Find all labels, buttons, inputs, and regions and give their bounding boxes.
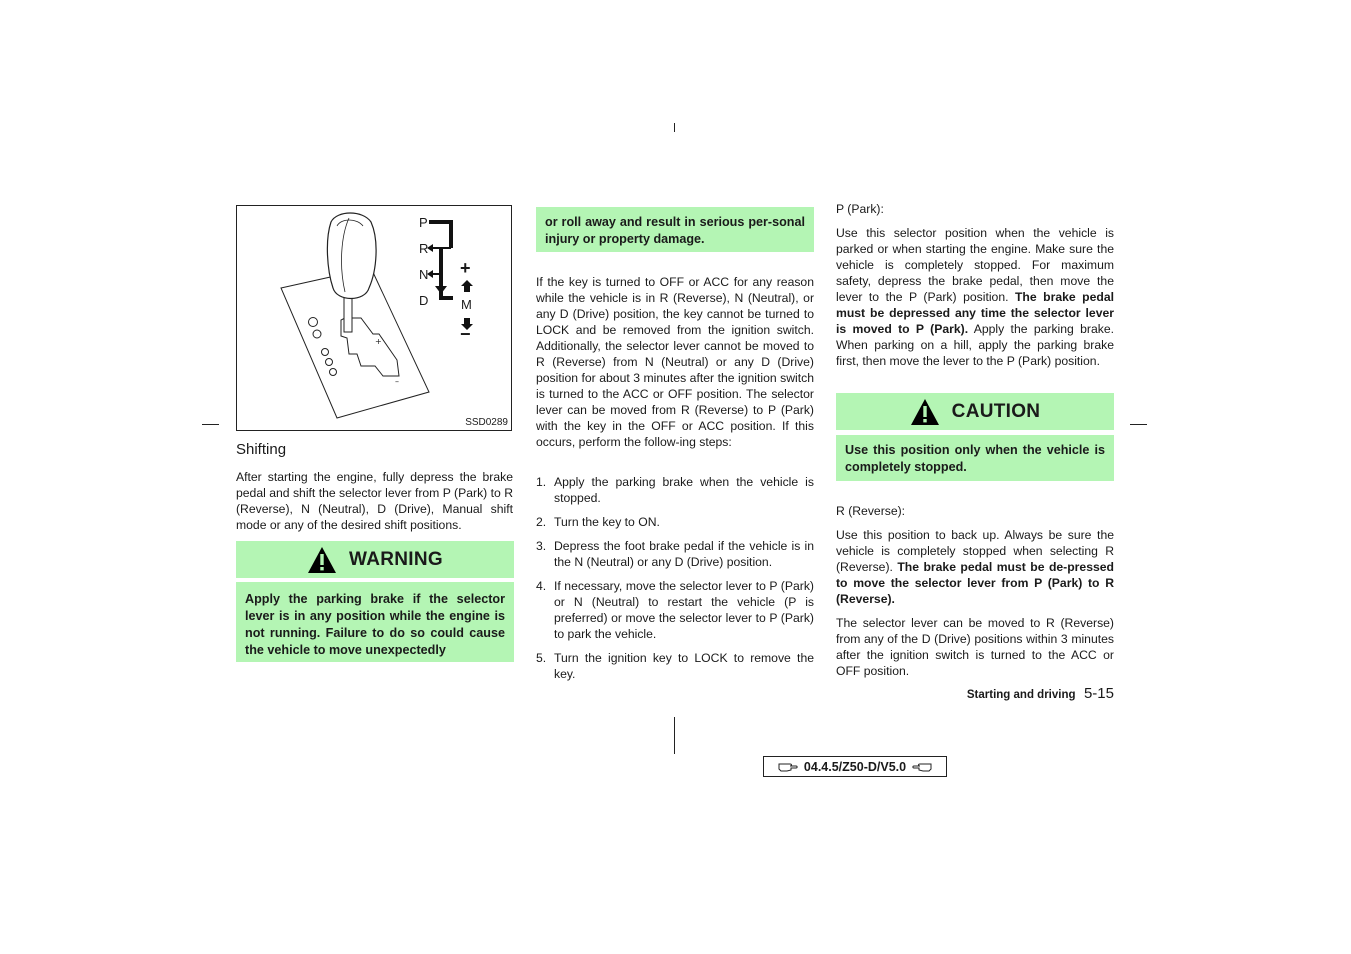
warning-title: WARNING [349, 548, 443, 570]
manual-m-label: M [461, 297, 472, 312]
reverse-paragraph-2 [836, 615, 1114, 679]
crop-mark-top [674, 123, 675, 132]
reverse-paragraph-1 [836, 527, 1114, 607]
reverse-heading: R (Reverse): [836, 504, 906, 518]
step-number: 2. [536, 515, 547, 529]
warning-continuation [536, 207, 814, 252]
shift-lever-drawing [237, 206, 511, 430]
step-text: Turn the ignition key to LOCK to remove the key. [554, 651, 814, 681]
list-item [536, 650, 814, 682]
section-heading-shifting: Shifting [236, 441, 287, 458]
shift-lever-illustration [236, 205, 512, 431]
doc-code-box [763, 756, 947, 777]
svg-text:+: + [375, 337, 382, 346]
list-item [536, 474, 814, 506]
step-text: Apply the parking brake when the vehicle is stopped. [554, 475, 814, 505]
caution-title: CAUTION [951, 400, 1041, 422]
step-text: If necessary, move the selector lever to P (Park) or N (Neutral) to restart the vehicle (P is preferred) or move the selector lever to P (Park) to park the vehicle. [554, 579, 814, 641]
shifting-intro [236, 469, 513, 533]
step-number: 4. [536, 579, 547, 593]
figure-code: SSD0289 [465, 417, 508, 428]
svg-text:–: – [395, 377, 399, 386]
step-number: 3. [536, 539, 547, 553]
caution-body [836, 435, 1114, 481]
release-steps-list [536, 474, 814, 682]
manual-minus-label: − [460, 324, 471, 344]
gear-label-p: P [419, 215, 428, 230]
release-steps [536, 474, 814, 690]
key-lock-text: If the key is turned to OFF or ACC for any reason while the vehicle is in R (Reverse), N (Neutral), or any D (Drive) position, the key cannot be turned to LOCK and be removed from the ignition switch. Additionally, the selector lever cannot be moved to R (Reverse) from N (Neutral) or any D (Drive) position for about 3 minutes after the ignition switch is turned to the ACC or OFF position. The selector lever can be moved from R (Reverse) to P (Park) with the key in the OFF or ACC position. If this occurs, perform the follow-ing steps: [536, 275, 814, 449]
step-number: 1. [536, 475, 547, 489]
crop-mark-right [1130, 424, 1147, 425]
park-text-2: Apply the parking brake. When parking on a hill, apply the parking brake first, then move the lever to the P (Park) position. [836, 322, 1114, 368]
reverse-text-1: Use this position to back up. Always be sure the vehicle is completely stopped when selecting R (Reverse). [836, 528, 1114, 574]
pointing-hand-right-icon [778, 761, 798, 773]
step-number: 5. [536, 651, 547, 665]
shifting-intro-text: After starting the engine, fully depress the brake pedal and shift the selector lever from P (Park) to R (Reverse), N (Neutral), D (Drive), Manual shift mode or any of the desired shift positions. [236, 470, 513, 532]
list-item [536, 578, 814, 642]
gear-label-n: N [419, 267, 429, 282]
reverse-text-2: The selector lever can be moved to R (Reverse) from any of the D (Drive) positions within 3 minutes after the ignition switch is turned to the ACC or OFF position. [836, 616, 1114, 678]
list-item [536, 514, 814, 530]
manual-plus-label: + [460, 258, 471, 278]
park-paragraph [836, 225, 1114, 369]
key-lock-paragraph [536, 274, 814, 450]
reverse-text-bold: The brake pedal must be de-pressed to move the selector lever from P (Park) to R (Reverse). [836, 560, 1114, 606]
warning-header [236, 541, 514, 578]
list-item [536, 538, 814, 570]
pointing-hand-left-icon [912, 761, 932, 773]
park-text-1: Use this selector position when the vehicle is parked or when starting the engine. Make sure the vehicle is completely stopped. For maximum safety, depress the brake pedal, then move the lever to the P (Park) position. [836, 226, 1114, 304]
warning-continuation-text: or roll away and result in serious per-sonal injury or property damage. [545, 215, 805, 246]
caution-header [836, 393, 1114, 430]
warning-icon [307, 545, 337, 575]
caution-icon [910, 397, 940, 427]
gear-label-d: D [419, 293, 429, 308]
gear-label-r: R [419, 241, 429, 256]
doc-code: 04.4.5/Z50-D/V5.0 [803, 759, 907, 774]
warning-text: Apply the parking brake if the selector lever is in any position while the engine is not running. Failure to do so could cause the vehicle to move unexpectedly [245, 592, 505, 657]
crop-mark-bottom [674, 717, 675, 754]
footer-page-number: 5-15 [1083, 685, 1114, 702]
page-footer [900, 685, 1114, 703]
step-text: Depress the foot brake pedal if the vehicle is in the N (Neutral) or any D (Drive) position. [554, 539, 814, 569]
caution-text: Use this position only when the vehicle is completely stopped. [845, 443, 1105, 474]
warning-body [236, 582, 514, 662]
step-text: Turn the key to ON. [554, 515, 660, 529]
crop-mark-left [202, 424, 219, 425]
park-heading: P (Park): [836, 202, 884, 216]
footer-section: Starting and driving [966, 689, 1076, 701]
park-text-bold: The brake pedal must be depressed any time the selector lever is moved to P (Park). [836, 290, 1114, 336]
